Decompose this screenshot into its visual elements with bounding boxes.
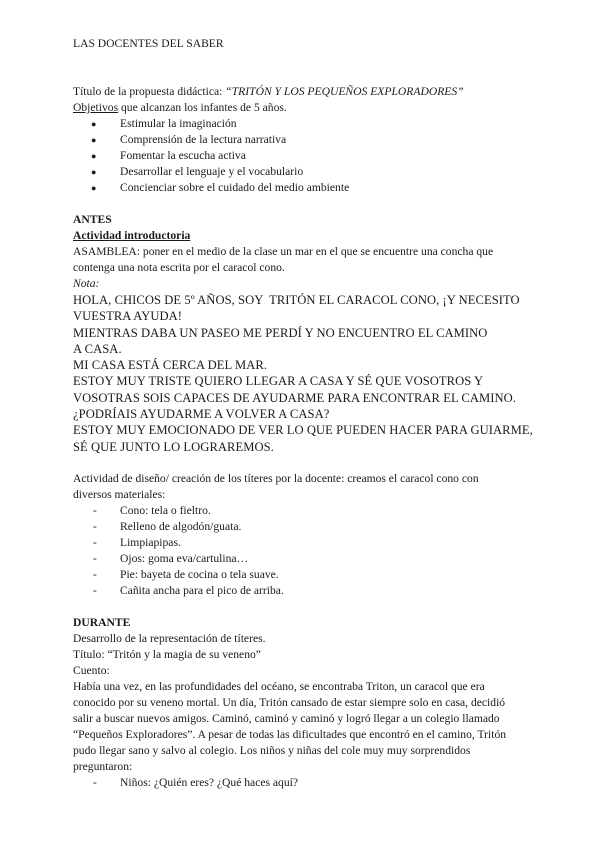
material-item: - Ojos: goma eva/cartulina… <box>73 551 533 567</box>
assembly-line: contenga una nota escrita por el caracol cono. <box>73 261 285 274</box>
assembly-line: ASAMBLEA: poner en el medio de la clase un mar en el que se encuentre una concha que <box>73 245 494 258</box>
note-line: ESTOY MUY EMOCIONADO DE VER LO QUE PUEDEN HACER PARA GUIARME, <box>73 423 533 438</box>
note-line: HOLA, CHICOS DE 5º AÑOS, SOY TRITÓN EL CARACOL CONO, ¡Y NECESITO <box>73 293 520 307</box>
story-line: Había una vez, en las profundidades del océano, se encontraba Triton, un caracol que era <box>73 679 485 693</box>
story-line: preguntaron: <box>73 759 133 773</box>
story-paragraph <box>73 679 533 775</box>
material-item: - Cañita ancha para el pico de arriba. <box>73 583 533 599</box>
document-page <box>73 36 533 791</box>
durante-line: Cuento: <box>73 663 110 677</box>
dialogue-item: - Niños: ¿Quién eres? ¿Qué haces aquí? <box>73 775 533 791</box>
section-heading-antes: ANTES <box>73 213 112 226</box>
objectives-list <box>73 116 533 196</box>
objectives-intro: que alcanzan los infantes de 5 años. <box>118 101 287 114</box>
proposal-label: Título de la propuesta didáctica: <box>73 85 226 98</box>
objective-item: ● Estimular la imaginación <box>73 116 533 132</box>
note-label: Nota: <box>73 277 100 290</box>
objective-item: ● Concienciar sobre el cuidado del medio ambiente <box>73 180 533 196</box>
materials-list <box>73 503 533 599</box>
note-line: ESTOY MUY TRISTE QUIERO LLEGAR A CASA Y SÉ QUE VOSOTROS Y <box>73 374 484 389</box>
dialogue-list <box>73 775 533 791</box>
story-line: “Pequeños Exploradores”. A pesar de todas las dificultades que encontró en el camino, Tritón <box>73 727 507 741</box>
material-item: - Cono: tela o fieltro. <box>73 503 533 519</box>
objective-item: ● Fomentar la escucha activa <box>73 148 533 164</box>
design-activity-line: diversos materiales: <box>73 487 166 501</box>
objective-item: ● Desarrollar el lenguaje y el vocabulario <box>73 164 533 180</box>
note-line: VUESTRA AYUDA! <box>73 309 183 324</box>
material-item: - Relleno de algodón/guata. <box>73 519 533 535</box>
note-line: MI CASA ESTÁ CERCA DEL MAR. <box>73 358 268 373</box>
design-activity-line: Actividad de diseño/ creación de los títeres por la docente: creamos el caracol cono con <box>73 471 479 485</box>
document-title: LAS DOCENTES DEL SABER <box>73 37 224 50</box>
proposal-name: “TRITÓN Y LOS PEQUEÑOS EXPLORADORES” <box>225 85 464 98</box>
note-text <box>73 292 533 455</box>
durante-line: Título: “Tritón y la magia de su veneno” <box>73 647 261 661</box>
note-line: ¿PODRÍAIS AYUDARME A VOLVER A CASA? <box>73 407 330 422</box>
material-item: - Pie: bayeta de cocina o tela suave. <box>73 567 533 583</box>
objective-item: ● Comprensión de la lectura narrativa <box>73 132 533 148</box>
material-item: - Limpiapipas. <box>73 535 533 551</box>
note-line: MIENTRAS DABA UN PASEO ME PERDÍ Y NO ENCUENTRO EL CAMINO <box>73 325 488 340</box>
story-line: conocido por su veneno mortal. Un día, Tritón cansado de estar siempre solo en casa, decidió <box>73 695 506 709</box>
note-line: SÉ QUE JUNTO LO LOGRAREMOS. <box>73 439 274 454</box>
objectives-label: Objetivos <box>73 101 119 114</box>
story-line: salir a buscar nuevos amigos. Caminó, caminó y caminó y logró llegar a un colegio llamado <box>73 711 500 725</box>
durante-line: Desarrollo de la representación de títeres. <box>73 631 266 645</box>
objectives-line <box>73 100 533 116</box>
proposal-title-line <box>73 84 533 100</box>
note-line: VOSOTRAS SOIS CAPACES DE AYUDARME PARA ENCONTRAR EL CAMINO. <box>73 390 516 405</box>
subheading-introductory-activity: Actividad introductoria <box>73 229 191 242</box>
section-heading-durante: DURANTE <box>73 615 131 629</box>
note-line: A CASA. <box>73 341 122 356</box>
story-line: pudo llegar sano y salvo al colegio. Los niños y niñas del cole muy muy sorprendidos <box>73 743 471 757</box>
